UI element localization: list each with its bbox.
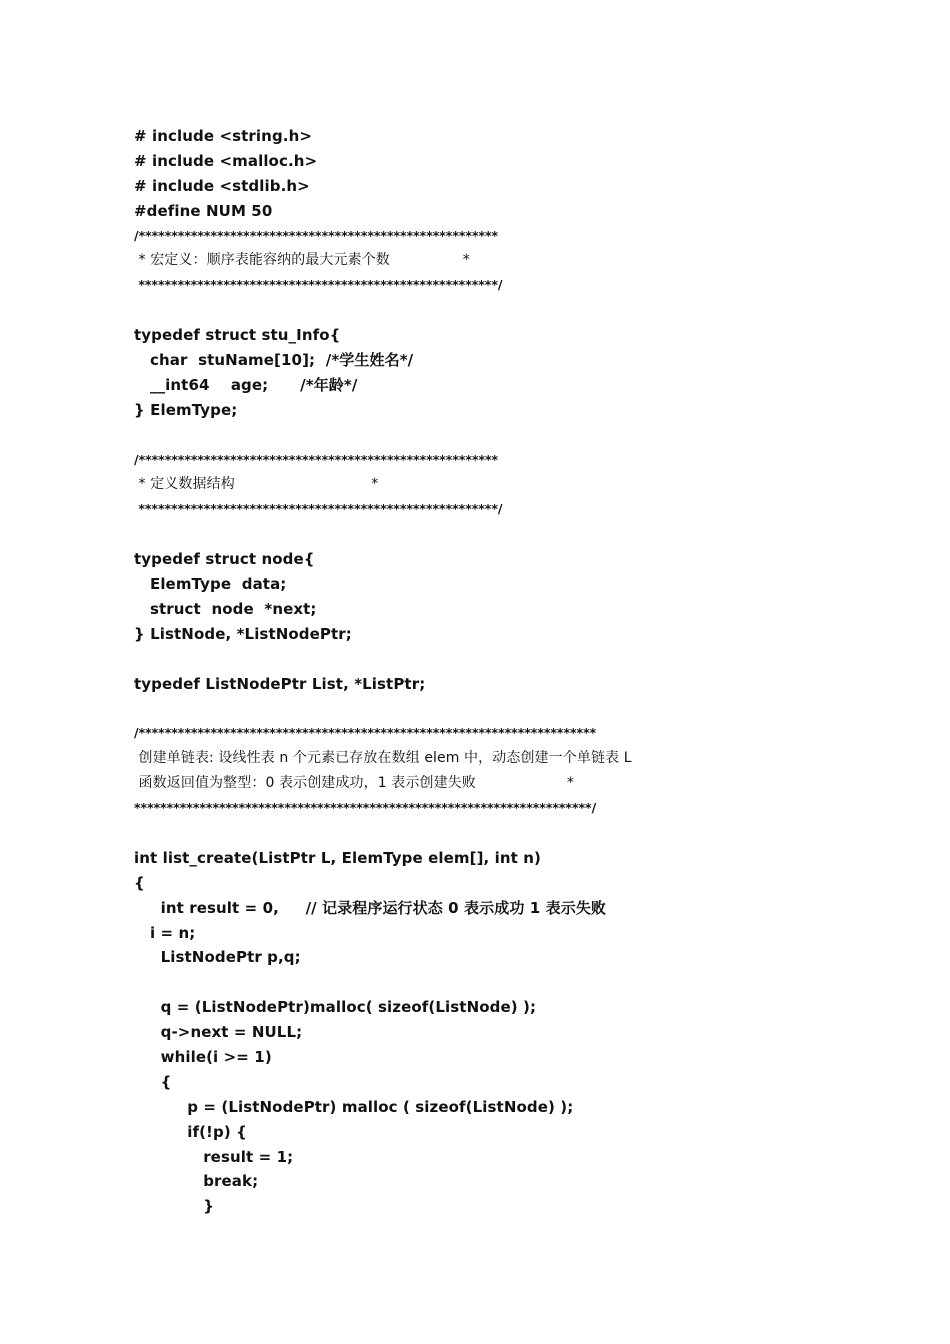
code-listing <box>134 124 894 1219</box>
code-line-19: ElemType data; <box>134 575 287 594</box>
code-line-28: **********************************************************************/ <box>134 800 597 816</box>
code-line-4: #define NUM 50 <box>134 201 273 220</box>
code-line-37: q->next = NULL; <box>134 1023 303 1042</box>
code-line-38: while(i >= 1) <box>134 1047 272 1066</box>
code-line-5: /******************************************************* <box>134 227 499 243</box>
code-line-39: { <box>134 1072 172 1091</box>
code-line-34: ListNodePtr p,q; <box>134 948 301 967</box>
code-line-2: # include <malloc.h> <box>134 151 318 170</box>
code-line-26: 创建单链表: 设线性表 n 个元素已存放在数组 elem 中，动态创建一个单链表 L <box>134 750 632 767</box>
code-line-42: result = 1; <box>134 1147 294 1166</box>
code-line-16: *******************************************************/ <box>134 501 503 517</box>
code-line-8 <box>134 298 894 323</box>
code-line-23: typedef ListNodePtr List, *ListPtr; <box>134 674 426 693</box>
code-line-12: } ElemType; <box>134 400 238 419</box>
code-line-7: *******************************************************/ <box>134 277 503 293</box>
code-line-15: * 定义数据结构 * <box>134 476 379 493</box>
code-line-40: p = (ListNodePtr) malloc ( sizeof(ListNode) ); <box>134 1097 574 1116</box>
code-line-20: struct node *next; <box>134 599 317 618</box>
code-line-17 <box>134 522 894 547</box>
code-line-30: int list_create(ListPtr L, ElemType elem[], int n) <box>134 848 541 867</box>
code-line-24 <box>134 696 894 721</box>
code-line-10: char stuName[10]; /*学生姓名*/ <box>134 351 414 370</box>
code-line-35 <box>134 970 894 995</box>
code-line-43: break; <box>134 1172 259 1191</box>
code-line-36: q = (ListNodePtr)malloc( sizeof(ListNode) ); <box>134 998 537 1017</box>
code-line-41: if(!p) { <box>134 1122 247 1141</box>
code-line-33: i = n; <box>134 923 196 942</box>
code-line-31: { <box>134 873 145 892</box>
code-line-1: # include <string.h> <box>134 127 313 145</box>
code-line-27: 函数返回值为整型：0 表示创建成功，1 表示创建失败 * <box>134 775 574 792</box>
code-line-9: typedef struct stu_Info{ <box>134 326 341 345</box>
code-line-25: /********************************************************************** <box>134 725 597 741</box>
code-line-11: __int64 age; /*年龄*/ <box>134 375 358 394</box>
code-line-6: * 宏定义：顺序表能容纳的最大元素个数 * <box>134 252 470 269</box>
code-line-32: int result = 0, // 记录程序运行状态 0 表示成功 1 表示失败 <box>134 898 607 917</box>
code-line-29 <box>134 821 894 846</box>
code-line-3: # include <stdlib.h> <box>134 176 310 195</box>
code-line-18: typedef struct node{ <box>134 550 315 569</box>
code-line-14: /******************************************************* <box>134 451 499 467</box>
code-line-44: } <box>134 1197 214 1216</box>
code-line-13 <box>134 423 894 448</box>
code-line-22 <box>134 647 894 672</box>
code-line-21: } ListNode, *ListNodePtr; <box>134 624 352 643</box>
